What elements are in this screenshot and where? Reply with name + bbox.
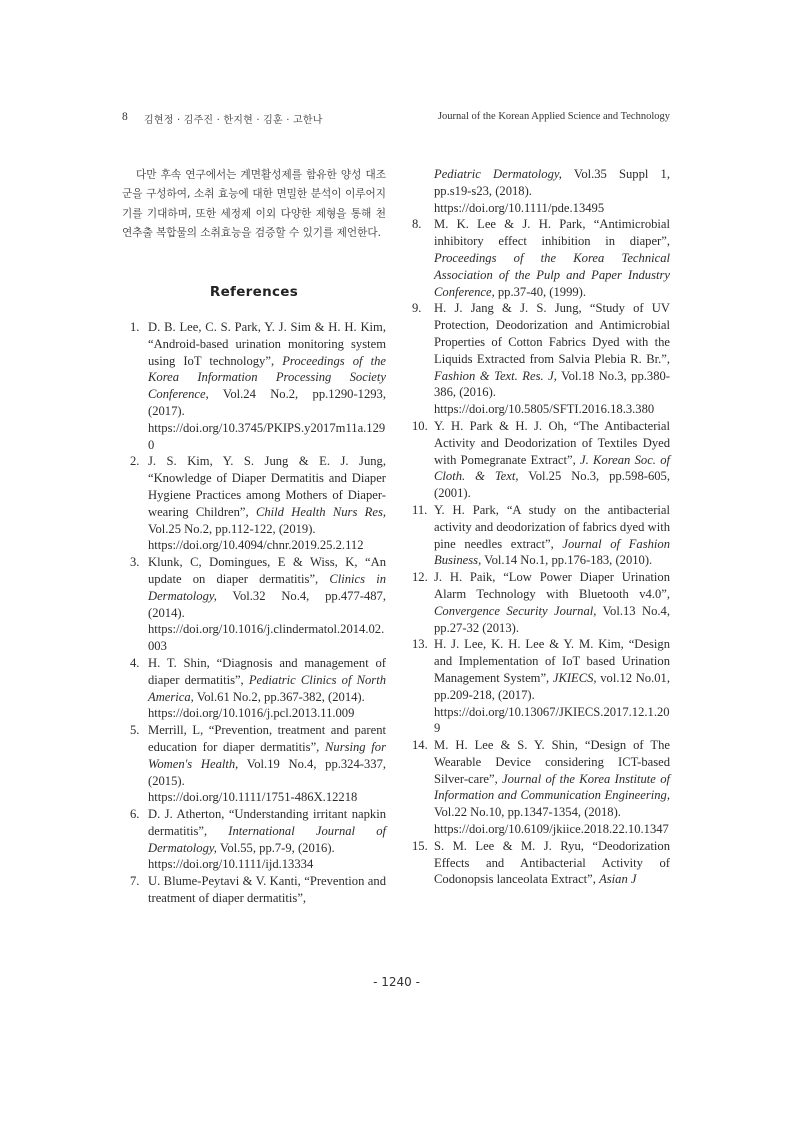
reference-item	[122, 655, 386, 722]
reference-text: S. M. Lee & M. J. Ryu, “Deodorization Effects and Antibacterial Activity of Codonopsis lanceolata Extract”,	[434, 838, 670, 887]
reference-doi-link[interactable]: https://doi.org/10.1016/j.pcl.2013.11.009	[148, 706, 355, 721]
reference-doi-link[interactable]: https://doi.org/10.13067/JKIECS.2017.12.1.209	[434, 704, 670, 736]
continuation-details: Vol.35 Suppl 1, pp.s19-s23, (2018).	[434, 167, 670, 198]
reference-text: M. H. Lee & S. Y. Shin, “Design of The Wearable Device considering ICT-based Silver-care”,	[434, 738, 670, 786]
reference-text: J. H. Paik, “Low Power Diaper Urination Alarm Technology with Bluetooth v4.0”,	[434, 570, 670, 601]
reference-text: Merrill, L, “Prevention, treatment and parent education for diaper dermatitis”,	[148, 723, 386, 754]
reference-text: Y. H. Park, “A study on the antibacterial activity and deodorization of fabrics dyed with pine needles extract”,	[434, 502, 670, 551]
intro-paragraph: 다만 후속 연구에서는 계면활성제를 함유한 양성 대조군을 구성하여, 소취 효능에 대한 면밀한 분석이 이루어지기를 기대하며, 또한 세정제 이외 다양한 제형을 통해 천연추출 복합물의 소취효능을 검증할 수 있기를 제언한다.	[122, 169, 386, 239]
reference-number: 12.	[412, 570, 428, 585]
reference-continuation	[406, 166, 670, 216]
reference-number: 4.	[130, 655, 140, 670]
reference-number: 3.	[130, 555, 140, 570]
left-column	[122, 166, 386, 907]
reference-text: D. B. Lee, C. S. Park, Y. J. Sim & H. H. Kim, “Android-based urination monitoring system using IoT technology”,	[148, 319, 386, 368]
reference-number: 1.	[130, 319, 140, 334]
right-column	[406, 166, 670, 888]
running-header	[122, 111, 670, 127]
reference-source: Proceedings of the Korea Information Processing Society Conference,	[148, 353, 387, 402]
reference-doi-link[interactable]: https://doi.org/10.1111/ijd.13334	[148, 857, 314, 872]
references-list-right	[406, 216, 670, 888]
references-heading: References	[209, 284, 299, 301]
reference-source: Fashion & Text. Res. J,	[434, 368, 557, 383]
reference-item	[406, 418, 670, 502]
reference-number: 11.	[412, 502, 428, 517]
reference-source: Pediatric Clinics of North America,	[148, 672, 386, 704]
reference-doi-link[interactable]: https://doi.org/10.3745/PKIPS.y2017m11a.1290	[148, 420, 386, 452]
reference-source: Journal of the Korea Institute of Information and Communication Engineering,	[434, 771, 670, 803]
reference-item	[122, 319, 386, 453]
reference-details: Vol.25 No.2, pp.112-122, (2019).	[148, 521, 316, 536]
reference-item	[406, 737, 670, 838]
reference-details: Vol.24 No.2, pp.1290-1293, (2017).	[148, 387, 386, 418]
reference-doi-link[interactable]: https://doi.org/10.5805/SFTI.2016.18.3.380	[434, 402, 655, 417]
reference-source: J. Korean Soc. of Cloth. & Text,	[434, 452, 670, 484]
reference-item	[122, 554, 386, 655]
reference-details: Vol.18 No.3, pp.380-386, (2016).	[434, 368, 670, 400]
reference-details: Vol.14 No.1, pp.176-183, (2010).	[481, 553, 653, 568]
reference-number: 9.	[412, 301, 422, 316]
reference-source: Clinics in Dermatology,	[148, 571, 386, 603]
reference-text: U. Blume-Peytavi & V. Kanti, “Prevention and treatment of diaper dermatitis”,	[148, 874, 386, 906]
reference-number: 8.	[412, 217, 422, 232]
continuation-doi[interactable]: https://doi.org/10.1111/pde.13495	[434, 200, 605, 215]
reference-source: Nursing for Women's Health,	[148, 739, 386, 771]
reference-item	[406, 502, 670, 569]
page-footer: - 1240 -	[373, 975, 420, 989]
reference-number: 15.	[412, 838, 428, 853]
reference-details: Vol.22 No.10, pp.1347-1354, (2018).	[434, 805, 621, 820]
reference-number: 6.	[130, 807, 140, 822]
reference-details: pp.37-40, (1999).	[494, 284, 587, 299]
reference-item	[122, 453, 386, 554]
reference-item	[122, 873, 386, 907]
reference-text: H. T. Shin, “Diagnosis and management of diaper dermatitis”,	[148, 655, 386, 687]
reference-text: J. S. Kim, Y. S. Jung & E. J. Jung, “Knowledge of Diaper Dermatitis and Diaper Hygiene Practices among Mothers of Diaper-wearing Children”,	[148, 454, 386, 519]
reference-source: Journal of Fashion Business,	[434, 536, 670, 568]
reference-item	[122, 806, 386, 873]
reference-item	[406, 838, 670, 888]
reference-number: 5.	[130, 723, 140, 738]
header-authors: 김현정 · 김주진 · 한지현 · 김훈 · 고한나	[144, 115, 323, 126]
reference-number: 7.	[130, 874, 140, 889]
reference-number: 14.	[412, 738, 428, 753]
reference-source: Child Health Nurs Res,	[255, 504, 386, 519]
reference-details: Vol.61 No.2, pp.367-382, (2014).	[193, 689, 365, 704]
header-journal: Journal of the Korean Applied Science and Technology	[437, 111, 670, 122]
reference-item	[122, 722, 386, 806]
reference-text: D. J. Atherton, “Understanding irritant napkin dermatitis”,	[148, 807, 386, 838]
reference-item	[406, 569, 670, 636]
reference-source: JKIECS,	[552, 670, 597, 685]
reference-source: Convergence Security Journal,	[434, 603, 597, 618]
reference-doi-link[interactable]: https://doi.org/10.1111/1751-486X.12218	[148, 790, 358, 805]
reference-item	[406, 300, 670, 418]
reference-doi-link[interactable]: https://doi.org/10.4094/chnr.2019.25.2.112	[148, 538, 364, 553]
reference-details: Vol.25 No.3, pp.598-605, (2001).	[434, 469, 670, 501]
reference-details: Vol.13 No.4, pp.27-32 (2013).	[434, 603, 670, 635]
reference-text: Klunk, C, Domingues, E & Wiss, K, “An update on diaper dermatitis”,	[148, 555, 386, 586]
reference-details: Vol.32 No.4, pp.477-487, (2014).	[148, 588, 386, 620]
reference-details: vol.12 No.01, pp.209-218, (2017).	[434, 670, 670, 702]
reference-number: 10.	[412, 418, 428, 433]
reference-details: Vol.19 No.4, pp.324-337, (2015).	[148, 756, 387, 788]
reference-doi-link[interactable]: https://doi.org/10.1016/j.clindermatol.2014.02.003	[148, 622, 385, 654]
reference-item	[406, 636, 670, 737]
reference-details: Vol.55, pp.7-9, (2016).	[216, 840, 335, 855]
reference-source: Proceedings of the Korea Technical Association of the Pulp and Paper Industry Conference,	[434, 250, 670, 299]
reference-doi-link[interactable]: https://doi.org/10.6109/jkiice.2018.22.10.1347	[434, 822, 669, 837]
reference-source: Asian J	[599, 872, 637, 887]
reference-item	[406, 216, 670, 300]
reference-text: H. J. Jang & J. S. Jung, “Study of UV Protection, Deodorization and Antimicrobial Properties of Cotton Fabrics Dyed with the Liquids Extracted from Salvia Plebia R. Br.”,	[434, 301, 670, 366]
reference-text: M. K. Lee & J. H. Park, “Antimicrobial inhibitory effect inhibition in diaper”,	[434, 217, 670, 249]
reference-number: 2.	[130, 454, 140, 469]
reference-number: 13.	[412, 637, 428, 652]
continuation-journal: Pediatric Dermatology,	[434, 167, 562, 181]
reference-text: H. J. Lee, K. H. Lee & Y. M. Kim, “Design and Implementation of IoT based Urination Management System”,	[434, 637, 670, 685]
reference-source: International Journal of Dermatology,	[148, 823, 387, 855]
references-list-left	[122, 319, 386, 907]
page-number: 8	[122, 111, 128, 123]
reference-text: Y. H. Park & H. J. Oh, “The Antibacterial Activity and Deodorization of Textiles Dyed with Pomegranate Extract”,	[434, 418, 670, 467]
